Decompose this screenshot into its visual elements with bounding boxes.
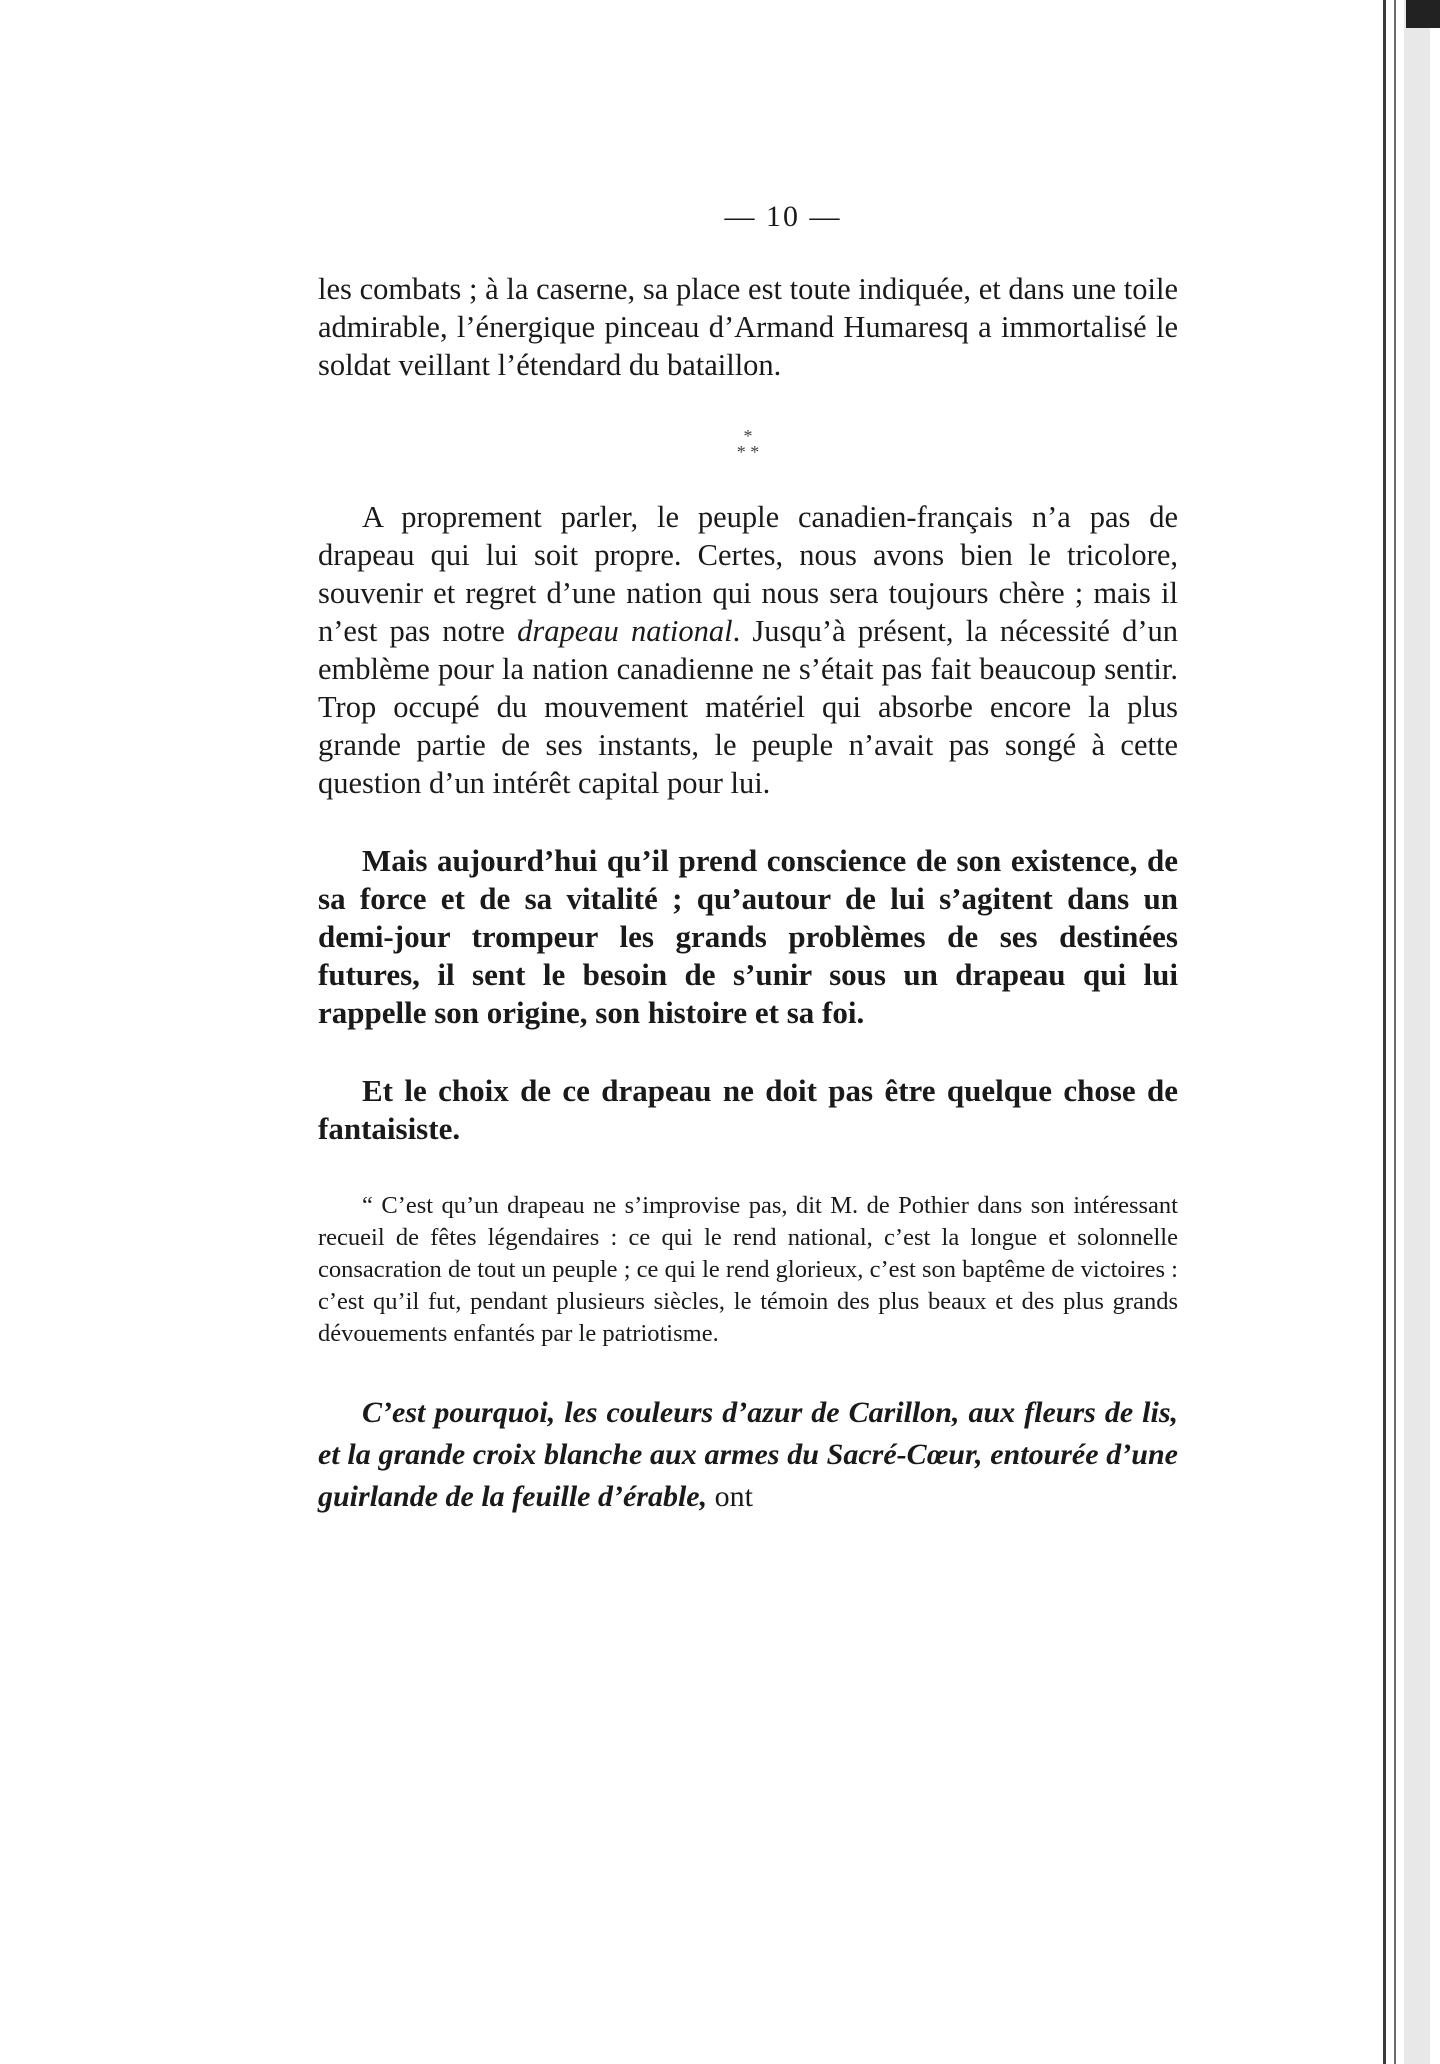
- paragraph-5: [318, 1392, 1178, 1518]
- asterism: [318, 428, 1178, 460]
- paragraph-3: Mais aujourd’hui qu’il prend conscience de son existence, de sa force et de sa vitalité ; qu’autour de lui s’agitent dans un demi-jour trompeur les grands problèmes de ses destinées futures, il sent le besoin de s’unir sous un drapeau qui lui rappelle son origine, son histoire et sa foi.: [318, 843, 1178, 1030]
- paragraph-2-end: . Jusqu’à présent, la nécessité d’un emblème pour la nation canadienne ne s’était pas fait beaucoup sentir. Trop occupé du mouvement matériel qui absorbe encore la plus grande partie de ses instants, le peuple n’avait pas songé à cette question d’un intérêt capital pour lui.: [318, 614, 1178, 800]
- paragraph-4: Et le choix de ce drapeau ne doit pas être quelque chose de fantaisiste.: [318, 1073, 1178, 1146]
- paragraph-5-italic: C’est pourquoi, les couleurs d’azur de Carillon, aux fleurs de lis, et la grande croix blanche aux armes du Sacré-Cœur, entourée d’une guirlande de la feuille d’érable,: [318, 1396, 1178, 1513]
- asterism-bottom: * *: [736, 442, 760, 462]
- paragraph-2-start: A proprement parler, le peuple canadien-français n’a pas de drapeau qui lui soit propre. Certes, nous avons bien le tricolore, souvenir et regret d’une nation qui nous sera toujours chère ; mais il n’est pas notre: [318, 500, 1178, 648]
- paragraph-2: [318, 498, 1178, 802]
- page-edge-line: [1383, 0, 1386, 2064]
- paragraph-5-end: ont: [707, 1480, 753, 1513]
- corner-mark: [1406, 0, 1440, 28]
- page-number: — 10 —: [724, 200, 842, 233]
- page-edge-shadow: [1404, 0, 1430, 2064]
- quotation: “ C’est qu’un drapeau ne s’improvise pas, dit M. de Pothier dans son intéressant recueil de fêtes légendaires : ce qui le rend national, c’est la longue et solonnelle consacration de tout un peuple ; ce qui le rend glorieux, c’est son baptême de victoires : c’est qu’il fut, pendant plusieurs siècles, le témoin des plus beaux et des plus grands dévouements enfantés par le patriotisme.: [318, 1192, 1178, 1347]
- page-edge-line-inner: [1394, 0, 1396, 2064]
- paragraph-1: les combats ; à la caserne, sa place est toute indiquée, et dans une toile admirable, l’énergique pinceau d’Armand Humaresq a immortalisé le soldat veillant l’étendard du bataillon.: [318, 272, 1178, 382]
- page-content: [318, 200, 1178, 1518]
- paragraph-2-italic: drapeau national: [517, 614, 733, 648]
- asterism-top: *: [743, 426, 753, 446]
